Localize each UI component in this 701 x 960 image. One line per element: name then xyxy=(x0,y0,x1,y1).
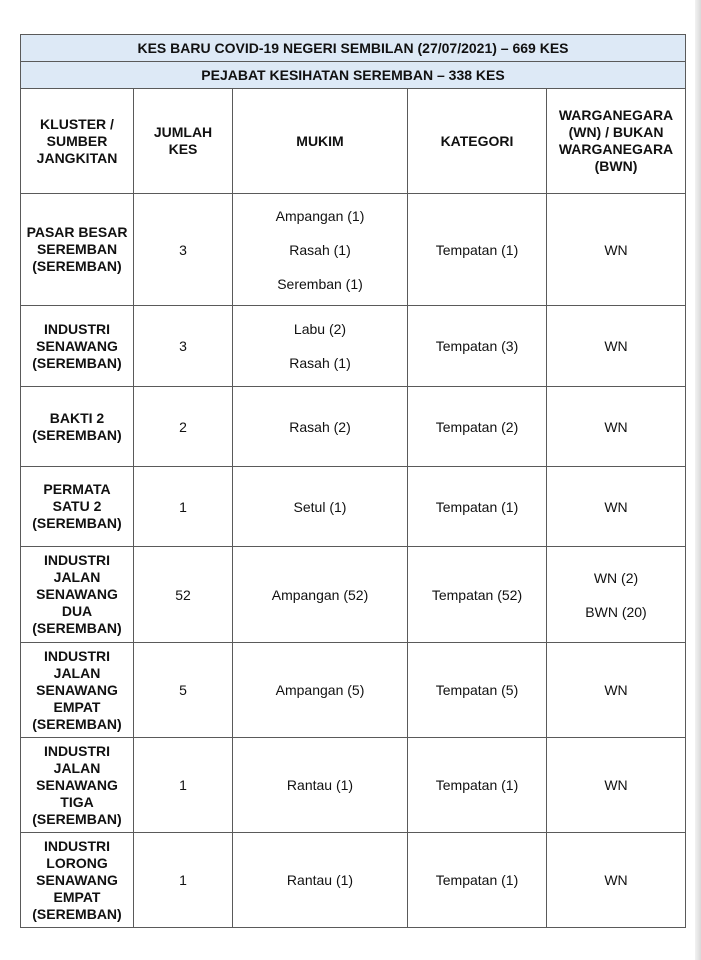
cell-mukim: Rantau (1) xyxy=(233,833,408,928)
cell-citizen: WN xyxy=(547,833,686,928)
cell-category: Tempatan (5) xyxy=(408,643,547,738)
cell-citizen: WN xyxy=(547,738,686,833)
cell-cluster: INDUSTRI SENAWANG (SEREMBAN) xyxy=(21,306,134,387)
table-row xyxy=(21,833,686,928)
cell-cluster: BAKTI 2 (SEREMBAN) xyxy=(21,387,134,467)
covid-cases-table xyxy=(20,34,686,928)
cell-mukim: Ampangan (5) xyxy=(233,643,408,738)
table-row xyxy=(21,387,686,467)
cell-cluster: INDUSTRI JALAN SENAWANG DUA (SEREMBAN) xyxy=(21,547,134,643)
cell-citizen: WN xyxy=(547,194,686,306)
cell-cluster: PASAR BESAR SEREMBAN (SEREMBAN) xyxy=(21,194,134,306)
table-row xyxy=(21,547,686,643)
col-header-category: KATEGORI xyxy=(408,89,547,194)
cell-citizen: WN xyxy=(547,467,686,547)
cell-category: Tempatan (1) xyxy=(408,467,547,547)
cell-mukim: Ampangan (1) Rasah (1) Seremban (1) xyxy=(233,194,408,306)
cell-cases: 3 xyxy=(134,194,233,306)
column-header-row xyxy=(21,89,686,194)
cell-citizen: WN xyxy=(547,306,686,387)
table-title: KES BARU COVID-19 NEGERI SEMBILAN (27/07/2021) – 669 KES xyxy=(21,35,686,62)
cell-mukim: Labu (2) Rasah (1) xyxy=(233,306,408,387)
cell-mukim: Rasah (2) xyxy=(233,387,408,467)
cell-citizen: WN (2) BWN (20) xyxy=(547,547,686,643)
cell-category: Tempatan (3) xyxy=(408,306,547,387)
col-header-cluster: KLUSTER / SUMBER JANGKITAN xyxy=(21,89,134,194)
cell-category: Tempatan (1) xyxy=(408,194,547,306)
cell-category: Tempatan (1) xyxy=(408,738,547,833)
table-row xyxy=(21,306,686,387)
table-row xyxy=(21,194,686,306)
cell-cases: 1 xyxy=(134,467,233,547)
cell-cases: 52 xyxy=(134,547,233,643)
cell-citizen: WN xyxy=(547,643,686,738)
cell-cases: 3 xyxy=(134,306,233,387)
cell-category: Tempatan (1) xyxy=(408,833,547,928)
table-row xyxy=(21,738,686,833)
cell-cluster: INDUSTRI JALAN SENAWANG EMPAT (SEREMBAN) xyxy=(21,643,134,738)
cell-cluster: INDUSTRI JALAN SENAWANG TIGA (SEREMBAN) xyxy=(21,738,134,833)
cell-mukim: Ampangan (52) xyxy=(233,547,408,643)
cell-citizen: WN xyxy=(547,387,686,467)
cell-mukim: Rantau (1) xyxy=(233,738,408,833)
cell-category: Tempatan (2) xyxy=(408,387,547,467)
table-subtitle: PEJABAT KESIHATAN SEREMBAN – 338 KES xyxy=(21,62,686,89)
cell-cases: 1 xyxy=(134,833,233,928)
cell-category: Tempatan (52) xyxy=(408,547,547,643)
cell-cases: 1 xyxy=(134,738,233,833)
cell-cluster: PERMATA SATU 2 (SEREMBAN) xyxy=(21,467,134,547)
col-header-citizenship: WARGANEGARA (WN) / BUKAN WARGANEGARA (BWN) xyxy=(547,89,686,194)
col-header-cases: JUMLAH KES xyxy=(134,89,233,194)
cell-cases: 5 xyxy=(134,643,233,738)
cell-mukim: Setul (1) xyxy=(233,467,408,547)
table-row xyxy=(21,467,686,547)
cell-cases: 2 xyxy=(134,387,233,467)
page-edge-shadow xyxy=(695,0,701,960)
table-row xyxy=(21,643,686,738)
col-header-mukim: MUKIM xyxy=(233,89,408,194)
cell-cluster: INDUSTRI LORONG SENAWANG EMPAT (SEREMBAN) xyxy=(21,833,134,928)
